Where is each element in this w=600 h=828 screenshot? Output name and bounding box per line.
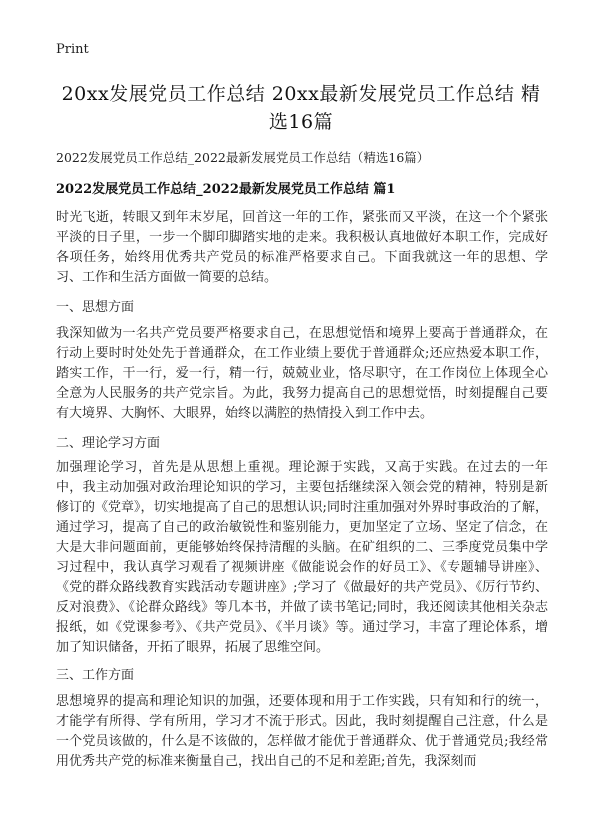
section-heading-thought: 一、思想方面 [56, 300, 135, 315]
theory-paragraph: 加强理论学习，首先是从思想上重视。理论源于实践，又高于实践。在过去的一年中，我主动加强对政治理论知识的学习，主要包括继续深入领会党的精神，特别是新修订的《党章》，切实地提高了自己的思想认识;同时注重加强对外界时事政治的了解，通过学习，提高了自己的政治敏锐性和鉴别能力，更加坚定了立场、坚定了信念，在大是大非问题面前，更能够始终保持清醒的头脑。在矿组织的二、三季度党员集中学习过程中，我认真学习观看了视频讲座《做能说会作的好员工》、《专题辅导讲座》、《党的群众路线教育实践活动专题讲座》;学习了《做最好的共产党员》、《厉行节约、反对浪费》、《论群众路线》等几本书，并做了读书笔记;同时，我还阅读其他相关杂志报纸，如《党课参考》、《共产党员》、《半月谈》等。通过学习，丰富了理论体系，增加了知识储备，开拓了眼界，拓展了思维空间。 [56, 460, 548, 655]
intro-paragraph: 时光飞逝，转眼又到年末岁尾，回首这一年的工作，紧张而又平淡，在这一个个紧张平淡的日子里，一步一个脚印脚踏实地的走来。我积极认真地做好本职工作，完成好各项任务，始终用优秀共产党员的标准严格要求自己。下面我就这一年的思想、学习、工作和生活方面做一简要的总结。 [56, 210, 548, 285]
print-link[interactable]: Print [56, 42, 89, 57]
article-heading: 2022发展党员工作总结_2022最新发展党员工作总结 篇1 [56, 182, 396, 197]
document-subtitle: 2022发展党员工作总结_2022最新发展党员工作总结（精选16篇） [56, 150, 430, 165]
work-paragraph: 思想境界的提高和理论知识的加强，还要体现和用于工作实践，只有知和行的统一，才能学有所得、学有所用，学习才不流于形式。因此，我时刻提醒自己注意，什么是一个党员该做的，什么是不该做的，怎样做才能优于普通群众、优于普通党员;我经常用优秀共产党的标准来衡量自己，找出自己的不足和差距;首先，我深刻而 [56, 694, 548, 769]
section-heading-work: 三、工作方面 [56, 668, 135, 683]
section-heading-theory: 二、理论学习方面 [56, 436, 161, 451]
thought-paragraph: 我深知做为一名共产党员要严格要求自己，在思想觉悟和境界上要高于普通群众，在行动上要时时处处先于普通群众，在工作业绩上要优于普通群众;还应热爱本职工作，踏实工作，干一行，爱一行，精一行，兢兢业业，恪尽职守，在工作岗位上体现全心全意为人民服务的共产党宗旨。为此，我努力提高自己的思想觉悟，时刻提醒自己要有大境界、大胸怀、大眼界，始终以满腔的热情投入到工作中去。 [56, 326, 548, 421]
document-title: 20xx发展党员工作总结 20xx最新发展党员工作总结 精选16篇 [61, 83, 541, 133]
